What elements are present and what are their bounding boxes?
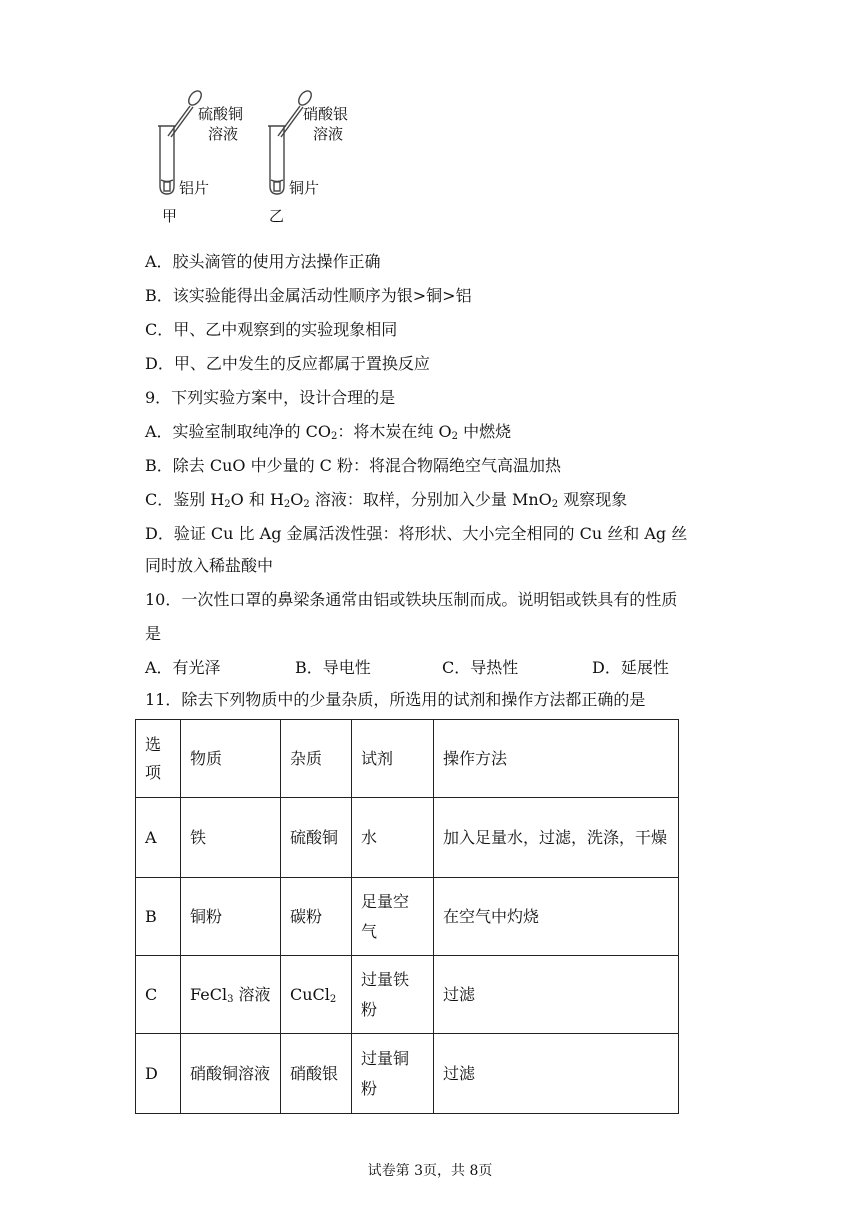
q9-option-c: C．鉴别 $H_2O$ 和 $H_2O_2$ 溶液：取样，分别加入少量 MnO$_2$ 观察现象 [145,490,628,510]
q9-option-d-cont: 同时放入稀盐酸中 [145,556,274,575]
header-reagent: 试剂 [352,720,434,798]
q11-stem: 11．除去下列物质中的少量杂质，所选用的试剂和操作方法都正确的是 [145,690,646,709]
header-option: 选项 [136,720,181,798]
tube1-caption: 甲 [162,207,178,225]
row-b-method: 在空气中灼烧 [434,878,679,956]
table-row [136,878,679,956]
row-a-substance: 铁 [181,798,281,878]
header-substance: 物质 [181,720,281,798]
header-impurity: 杂质 [281,720,352,798]
row-d-option: D [136,1034,181,1114]
tube2-caption: 乙 [269,207,285,225]
q8-option-d: D．甲、乙中发生的反应都属于置换反应 [145,354,430,373]
q8-option-b: B．该实验能得出金属活动性顺序为银>铜>铝 [145,286,472,305]
row-d-reagent: 过量铜粉 [352,1034,434,1114]
table-row [136,956,679,1034]
tube2-reagent-label-2: 溶液 [313,125,344,143]
row-b-impurity: 碳粉 [281,878,352,956]
tube2-metal-label: 铜片 [289,179,320,197]
q9-stem: 9．下列实验方案中，设计合理的是 [145,388,396,407]
row-c-substance: FeCl$_3$ 溶液 [181,956,281,1034]
tube1-metal-label: 铝片 [179,179,210,197]
q10-option-d: D．延展性 [592,658,669,677]
q8-option-c: C．甲、乙中观察到的实验现象相同 [145,320,398,339]
header-method: 操作方法 [434,720,679,798]
q11-table [135,719,679,1114]
q9-option-a: A．实验室制取纯净的 $CO_2$：将木炭在纯 $O_2$ 中燃烧 [145,422,512,442]
row-c-method: 过滤 [434,956,679,1034]
row-d-method: 过滤 [434,1034,679,1114]
q10-stem: 10．一次性口罩的鼻梁条通常由铝或铁块压制而成。说明铝或铁具有的性质 [145,590,678,609]
q9-option-b: B．除去 CuO 中少量的 C 粉：将混合物隔绝空气高温加热 [145,456,562,475]
experiment-figure [150,88,370,228]
row-a-impurity: 硫酸铜 [281,798,352,878]
page-footer: 试卷第 3页，共 8页 [367,1163,493,1179]
row-c-impurity: CuCl$_2$ [281,956,352,1034]
row-a-option: A [136,798,181,878]
row-d-impurity: 硝酸银 [281,1034,352,1114]
q9-option-d: D．验证 Cu 比 Ag 金属活泼性强：将形状、大小完全相同的 Cu 丝和 Ag 丝 [145,524,688,543]
row-c-option: C [136,956,181,1034]
table-header-row [136,720,679,798]
tube1-reagent-label: 硫酸铜 [198,105,244,123]
tube2-reagent-label: 硝酸银 [303,105,349,123]
tube1-reagent-label-2: 溶液 [208,125,239,143]
table-row [136,1034,679,1114]
q10-stem-cont: 是 [145,624,162,643]
q10-option-b: B．导电性 [295,658,371,677]
q8-option-a: A．胶头滴管的使用方法操作正确 [145,252,381,271]
table-row [136,798,679,878]
row-b-substance: 铜粉 [181,878,281,956]
row-a-method: 加入足量水，过滤，洗涤，干燥 [434,798,679,878]
row-b-reagent: 足量空气 [352,878,434,956]
row-d-substance: 硝酸铜溶液 [181,1034,281,1114]
row-a-reagent: 水 [352,798,434,878]
row-b-option: B [136,878,181,956]
q10-option-c: C．导热性 [442,658,519,677]
row-c-reagent: 过量铁粉 [352,956,434,1034]
q10-option-a: A．有光泽 [145,658,221,677]
